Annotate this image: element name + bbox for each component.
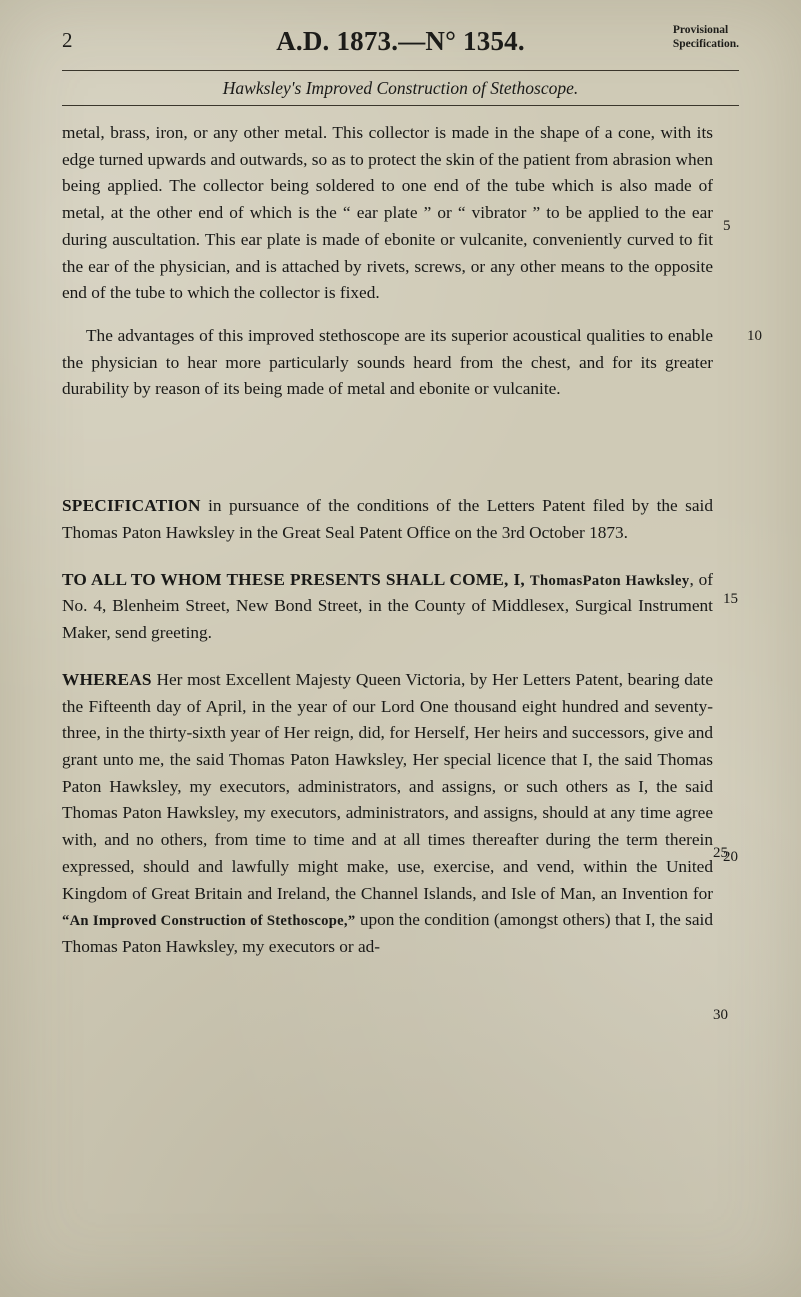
line-number-5: 5 bbox=[723, 218, 731, 234]
whereas-heading: WHEREAS bbox=[62, 669, 152, 689]
line-number-10: 10 bbox=[747, 327, 762, 344]
to-all-heading: TO ALL TO WHOM THESE PRESENTS SHALL COME, I, bbox=[62, 569, 530, 589]
page-title: A.D. 1873.—N° 1354. bbox=[276, 26, 525, 56]
section-gap bbox=[62, 419, 739, 493]
whereas-tail-text: upon the condition (amongst others) that I, the said Thomas Paton Hawksley, my executors or ad- bbox=[62, 910, 713, 956]
document-type-line1: Provisional bbox=[672, 24, 729, 36]
grantee-forename: Thomas bbox=[529, 572, 583, 589]
to-all-text: , of No. 4, Blenheim Street, New Bond Street, in the County of Middlesex, Surgical Instrument Maker, send greeting. bbox=[62, 569, 713, 643]
line-number-15: 15 bbox=[723, 591, 738, 608]
page-header bbox=[62, 0, 739, 58]
whereas-text: Her most Excellent Majesty Queen Victoria, by Her Letters Patent, bearing date the Fifteenth day of April, in the year of our Lord One thousand eight hundred and seventy-three, in the thirty-sixth year of Her reign, did, for Herself, Her heirs and successors, give and grant unto me, the said Thomas Paton Hawksley, Her special licence that I, the said Thomas Paton Hawksley, my executors, administrators, and assigns, or such others as I, the said Thomas Paton Hawksley, my executors, administrators, and assigns, should at any time agree with, and no others, from time to time and at all times thereafter during the term therein expressed, should and lawfully might make, use, exercise, and vend, within the United Kingdom of Great Britain and Ireland, the Channel Islands, and Isle of Man, an Invention for bbox=[62, 669, 713, 903]
paragraph-advantages-text: The advantages of this improved stethoscope are its superior acoustical qualities to enable the physician to hear more particularly sounds heard from the chest, and for its greater durability by reason of its being made of metal and ebonite or vulcanite. bbox=[62, 326, 713, 399]
paragraph-advantages bbox=[62, 323, 762, 403]
paragraph-to-all bbox=[62, 567, 739, 647]
invention-title: “An Improved Construction of Stethoscope,” bbox=[62, 913, 356, 930]
page-number: 2 bbox=[62, 28, 73, 52]
line-number-20: 20 bbox=[723, 848, 738, 865]
document-type-line2: Specification. bbox=[672, 37, 739, 50]
line-number-30: 30 bbox=[713, 1007, 728, 1023]
paragraph-continuation-text: metal, brass, iron, or any other metal. This collector is made in the shape of a cone, with its edge turned upwards and outwards, so as to protect the skin of the patient from abrasion when being applied. The collector being soldered to one end of the tube which is also made of metal, at the other end of which is the “ ear plate ” or “ vibrator ” to be applied to the ear during auscultation. This ear plate is made of ebonite or vulcanite, conveniently curved to fit the ear of the physician, and is attached by rivets, screws, or any other means to the opposite end of the tube to which the collector is fixed. bbox=[62, 123, 713, 303]
running-head: Hawksley's Improved Construction of Stethoscope. bbox=[222, 78, 579, 98]
specification-heading: SPECIFICATION bbox=[62, 496, 201, 516]
header-divider-bottom bbox=[62, 105, 739, 106]
paragraph-continuation bbox=[62, 120, 739, 307]
line-number-25: 25 bbox=[713, 845, 728, 861]
specification-text: in pursuance of the conditions of the Letters Patent filed by the said Thomas Paton Hawksley in the Great Seal Patent Office on the 3rd October 1873. bbox=[62, 496, 713, 542]
grantee-surname: Paton Hawksley bbox=[582, 572, 690, 589]
document-type-label bbox=[673, 24, 739, 51]
paragraph-whereas bbox=[62, 667, 739, 961]
